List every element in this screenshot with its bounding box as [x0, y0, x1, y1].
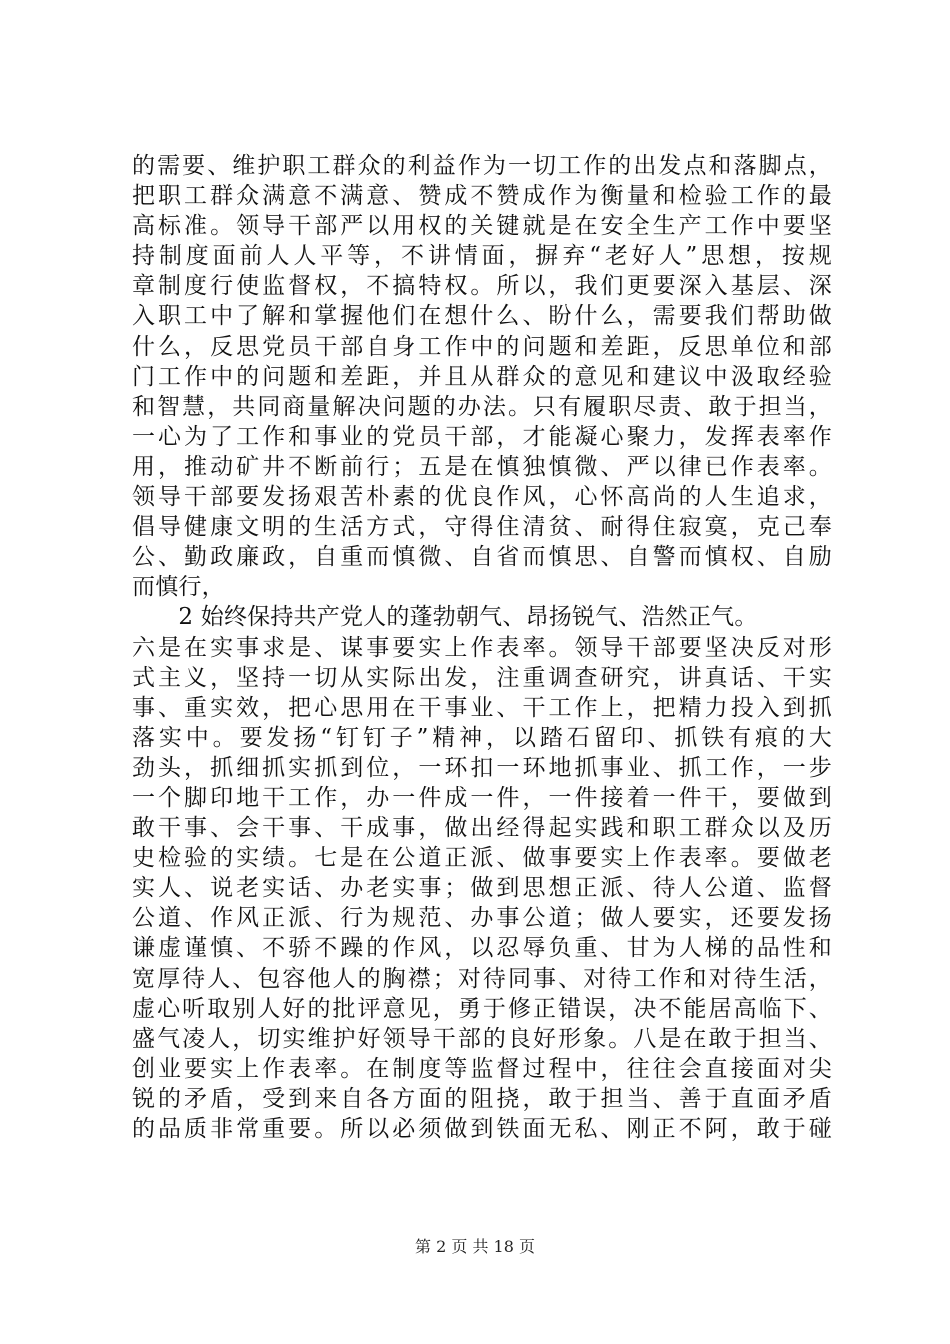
text-line: 领导干部要发扬艰苦朴素的优良作风，心怀高尚的人生追求，: [132, 484, 832, 511]
text-line: 劲头，抓细抓实抓到位，一环扣一环地抓事业、抓工作，一步: [132, 754, 832, 781]
text-line: 门工作中的问题和差距，并且从群众的意见和建议中汲取经验: [132, 363, 832, 390]
text-line: 盛气凌人，切实维护好领导干部的良好形象。八是在敢于担当、: [132, 1025, 832, 1052]
text-line: 史检验的实绩。七是在公道正派、做事要实上作表率。要做老: [132, 845, 832, 872]
text-line: 敢干事、会干事、干成事，做出经得起实践和职工群众以及历: [132, 815, 832, 842]
text-line: 而慎行，: [132, 574, 225, 601]
text-line: 高标准。领导干部严以用权的关键就是在安全生产工作中要坚: [132, 213, 832, 240]
text-line: 公道、作风正派、行为规范、办事公道；做人要实，还要发扬: [132, 905, 832, 932]
text-line: 锐的矛盾，受到来自各方面的阻挠，敢于担当、善于直面矛盾: [132, 1085, 832, 1112]
text-line: 公、勤政廉政，自重而慎微、自省而慎思、自警而慎权、自励: [132, 544, 832, 571]
text-line: 实人、说老实话、办老实事；做到思想正派、待人公道、监督: [132, 875, 832, 902]
text-line: 宽厚待人、包容他人的胸襟；对待同事、对待工作和对待生活，: [132, 965, 832, 992]
text-line: 落实中。要发扬“钉钉子”精神，以踏石留印、抓铁有痕的大: [132, 724, 832, 751]
document-body: [132, 151, 832, 1144]
text-line: 和智慧，共同商量解决问题的办法。只有履职尽责、敢于担当，: [132, 393, 832, 420]
text-line: 事、重实效，把心思用在干事业、干工作上，把精力投入到抓: [132, 694, 832, 721]
text-line: 一个脚印地干工作，办一件成一件，一件接着一件干，要做到: [132, 784, 832, 811]
text-line: 的品质非常重要。所以必须做到铁面无私、刚正不阿，敢于碰: [132, 1116, 832, 1142]
text-line: 2 始终保持共产党人的蓬勃朝气、昂扬锐气、浩然正气。: [132, 604, 758, 631]
text-line: 章制度行使监督权，不搞特权。所以，我们更要深入基层、深: [132, 273, 832, 300]
text-line: 持制度面前人人平等，不讲情面，摒弃“老好人”思想，按规: [132, 243, 832, 270]
text-line: 创业要实上作表率。在制度等监督过程中，往往会直接面对尖: [132, 1055, 832, 1082]
text-line: 什么，反思党员干部自身工作中的问题和差距，反思单位和部: [132, 333, 832, 360]
text-line: 入职工中了解和掌握他们在想什么、盼什么，需要我们帮助做: [132, 303, 832, 330]
text-line: 用，推动矿井不断前行；五是在慎独慎微、严以律已作表率。: [132, 453, 832, 480]
text-line: 倡导健康文明的生活方式，守得住清贫、耐得住寂寞，克己奉: [132, 514, 832, 541]
page-number-footer: 第 2 页 共 18 页: [415, 1237, 535, 1256]
text-line: 式主义，坚持一切从实际出发，注重调查研究，讲真话、干实: [132, 664, 832, 691]
text-line: 的需要、维护职工群众的利益作为一切工作的出发点和落脚点，: [132, 153, 832, 179]
text-line: 一心为了工作和事业的党员干部，才能凝心聚力，发挥表率作: [132, 423, 832, 450]
text-line: 虚心听取别人好的批评意见，勇于修正错误，决不能居高临下、: [132, 995, 832, 1022]
text-line: 六是在实事求是、谋事要实上作表率。领导干部要坚决反对形: [132, 634, 832, 661]
text-line: 谦虚谨慎、不骄不躁的作风，以忍辱负重、甘为人梯的品性和: [132, 935, 832, 962]
text-line: 把职工群众满意不满意、赞成不赞成作为衡量和检验工作的最: [132, 183, 832, 210]
